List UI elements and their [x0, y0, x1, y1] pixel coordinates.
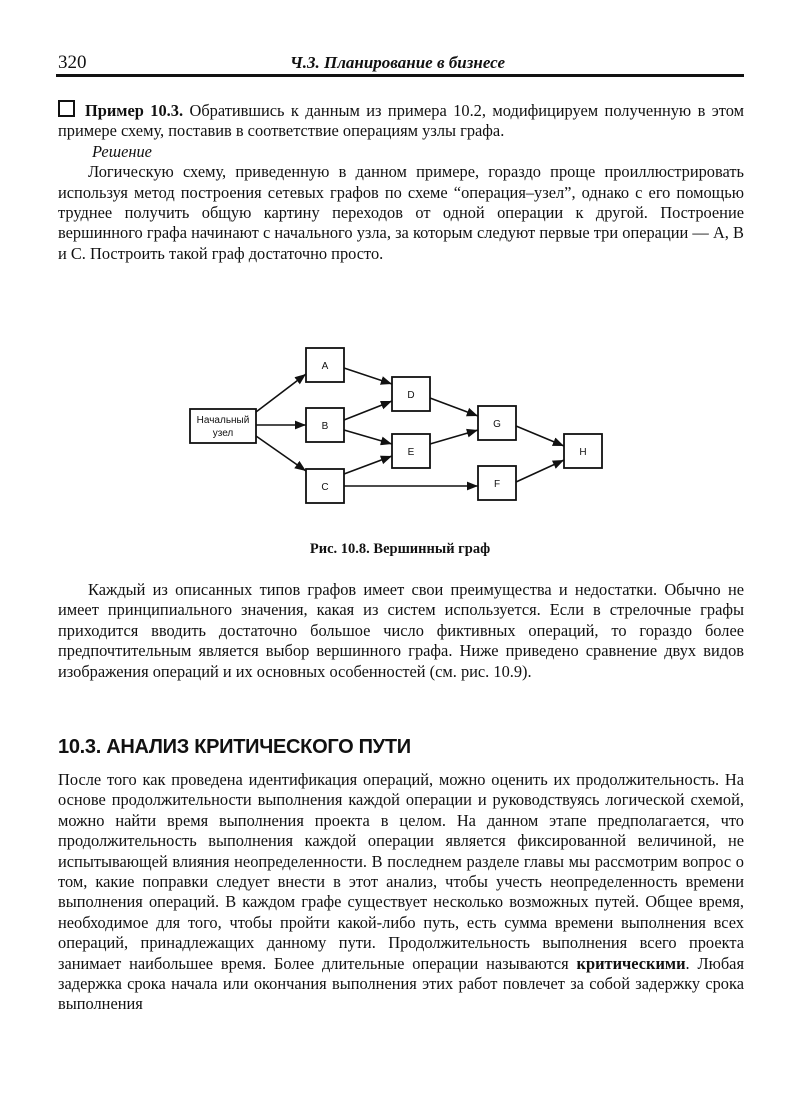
node-B-label: B: [321, 421, 329, 432]
edge-G-H: [516, 426, 564, 446]
section-heading: 10.3. АНАЛИЗ КРИТИЧЕСКОГО ПУТИ: [58, 736, 411, 758]
edge-B-D: [344, 401, 392, 420]
node-C-label: C: [321, 482, 329, 493]
paragraph-after-figure: [58, 580, 744, 682]
edge-A-D: [344, 368, 392, 384]
solution-text: Логическую схему, приведенную в данном примере, гораздо проще проиллюстрировать используя метод построения сетевых графов по схеме “операция–узел”, однако с его помощью труднее получить общую картину переходов от одной операции к другой. Построение вершинного графа начинают с начального узла, за которым следуют первые три операции — A, B и C. Построить такой граф достаточно просто.: [58, 162, 744, 263]
header-rule: [56, 74, 744, 77]
edge-D-G: [430, 398, 478, 416]
example-block: [58, 100, 744, 264]
example-text: Обратившись к данным из примера 10.2, модифицируем полученную в этом примере схему, поставив в соответствие операциям узлы графа.: [58, 101, 744, 141]
example-box-icon: [58, 100, 75, 117]
edge-C-E: [344, 456, 392, 474]
page-number: 320: [58, 52, 87, 73]
node-H-label: H: [579, 447, 587, 458]
node-start-label-1: Начальный: [196, 415, 250, 426]
node-start-label-2: узел: [212, 428, 234, 439]
solution-label: Решение: [92, 141, 152, 161]
running-title: Ч.3. Планирование в бизнесе: [290, 53, 506, 72]
node-F-label: F: [493, 479, 501, 490]
figure-caption: Рис. 10.8. Вершинный граф: [309, 541, 491, 557]
edge-B-E: [344, 430, 392, 444]
section-text-part2: . Любая задержка срока начала или окончания выполнения этих работ повлечет за собой задержку срока выполнения: [58, 953, 744, 1014]
node-A-label: A: [321, 361, 329, 372]
example-label: Пример 10.3.: [85, 101, 184, 120]
node-D-label: D: [407, 390, 415, 401]
edge-F-H: [516, 460, 564, 482]
section-body: [58, 770, 744, 1015]
edge-start-C: [256, 436, 306, 471]
vertex-graph-diagram: [186, 336, 616, 506]
node-G-label: G: [493, 419, 501, 430]
edge-E-G: [430, 430, 478, 444]
section-bold-term: критическими: [576, 953, 686, 973]
paragraph-text: Каждый из описанных типов графов имеет свои преимущества и недостатки. Обычно не имеет принципиального значения, какая из систем используется. Если в стрелочные графы приходится вводить достаточно большое число фиктивных операций, то гораздо более предпочтительным является выбор вершинного графа. Ниже приведено сравнение двух видов изображения операций и их основных особенностей (см. рис. 10.9).: [58, 580, 744, 681]
section-text-part1: После того как проведена идентификация операций, можно оценить их продолжительность. На основе продолжительности выполнения каждой операции и руководствуясь логической схемой, можно найти время выполнения проекта в целом. На данном этапе предполагается, что продолжительность выполнения каждой операции является фиксированной величиной, не испытывающей влияния неопределенности. В последнем разделе главы мы рассмотрим вопрос о том, какие поправки следует внести в этот анализ, чтобы учесть неопределенность времени выполнения операций. В каждом графе существует несколько возможных путей. Общее время, необходимое для того, чтобы пройти какой-либо путь, есть сумма времени выполнения всех операций, принадлежащих данному пути. Продолжительность выполнения всего проекта занимает наибольшее время. Более длительные операции называются: [58, 770, 744, 973]
edge-start-A: [256, 374, 306, 412]
node-E-label: E: [407, 447, 415, 458]
